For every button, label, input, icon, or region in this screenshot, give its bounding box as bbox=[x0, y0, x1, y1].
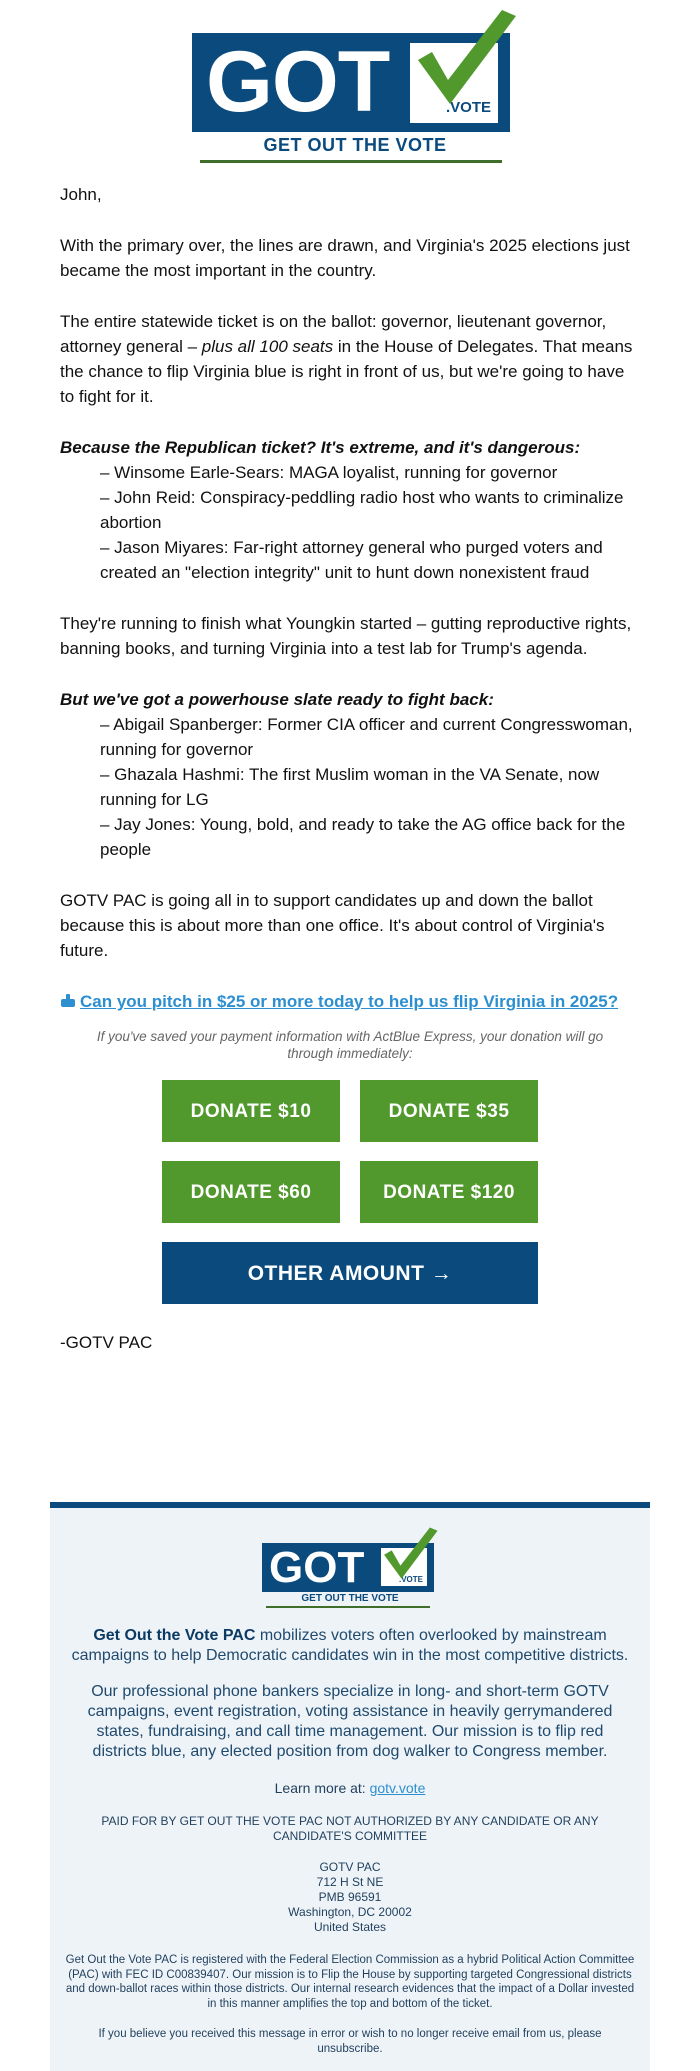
paragraph-ticket-emphasis: plus all 100 seats bbox=[201, 337, 334, 356]
learn-more-label: Learn more at: bbox=[274, 1780, 370, 1796]
footer-logo[interactable] bbox=[260, 1530, 440, 1608]
donate-120-button[interactable]: DONATE $120 bbox=[360, 1161, 538, 1223]
donate-row-2 bbox=[60, 1161, 640, 1223]
list-item: – Jay Jones: Young, bold, and ready to take the AG office back for the people bbox=[100, 815, 626, 859]
mailing-address bbox=[50, 1860, 650, 1935]
email-body bbox=[60, 182, 640, 1381]
logo-vote-suffix: .VOTE bbox=[446, 99, 492, 116]
address-line: United States bbox=[313, 1920, 387, 1934]
hand-icon bbox=[60, 993, 76, 1008]
address-line: PMB 96591 bbox=[318, 1890, 382, 1904]
donate-10-button[interactable]: DONATE $10 bbox=[162, 1080, 340, 1142]
democratic-list bbox=[60, 712, 640, 862]
footer-intro-text: mobilizes voters often overlooked by mainstream campaigns to help Democratic candidates win in the most competitive districts. bbox=[71, 1627, 629, 1664]
donate-cta-text: Can you pitch in $25 or more today to help us flip Virginia in 2025? bbox=[80, 992, 619, 1011]
donate-35-button[interactable]: DONATE $35 bbox=[360, 1080, 538, 1142]
footer-services: Our professional phone bankers specialize in long- and short-term GOTV campaigns, event registration, voting assistance in heavily gerrymandered states, fundraising, and call time management. Our mission is to flip red districts blue, any elected position from dog walker to Congress member. bbox=[87, 1683, 613, 1760]
footer-logo-underline bbox=[266, 1606, 430, 1608]
list-item: – Ghazala Hashmi: The first Muslim woman in the VA Senate, now running for LG bbox=[100, 765, 600, 809]
actblue-note: If you've saved your payment information with ActBlue Express, your donation will go through immediately: bbox=[96, 1029, 604, 1061]
footer-learn-more bbox=[50, 1780, 650, 1796]
fec-disclosure: Get Out the Vote PAC is registered with the Federal Election Commission as a hybrid Political Action Committee (PAC) with FEC ID C00839407. Our mission is to Flip the House by supporting targeted Congressional districts and down-ballot races within those districts. Our internal research evidences that the impact of a Dollar invested in this manner amplifies the top and bottom of the ticket. bbox=[65, 1954, 635, 2010]
email-footer bbox=[50, 1502, 650, 2071]
gotv-logo[interactable] bbox=[190, 8, 520, 158]
checkmark-icon bbox=[374, 1522, 440, 1582]
footer-intro bbox=[70, 1626, 630, 1666]
logo-wordmark: GOT bbox=[206, 34, 390, 130]
list-item: – John Reid: Conspiracy-peddling radio host who wants to criminalize abortion bbox=[100, 488, 624, 532]
paragraph-ticket-end: in the House of Delegates. That means the chance to flip Virginia blue is right in front of us, but we're going to have to fight for it. bbox=[60, 337, 633, 406]
paragraph-ticket bbox=[60, 309, 640, 409]
unsubscribe-notice[interactable]: If you believe you received this message in error or wish to no longer receive email from us, please unsubscribe. bbox=[98, 2028, 602, 2055]
paragraph-youngkin: They're running to finish what Youngkin started – gutting reproductive rights, banning books, and turning Virginia into a test lab for Trump's agenda. bbox=[60, 614, 632, 658]
paid-for-disclaimer: PAID FOR BY GET OUT THE VOTE PAC NOT AUTHORIZED BY ANY CANDIDATE OR ANY CANDIDATE'S COMMITTEE bbox=[101, 1814, 599, 1843]
paragraph-ticket-start: The entire statewide ticket is on the ballot: governor, lieutenant governor, attorney general – bbox=[60, 312, 607, 356]
logo-underline bbox=[200, 160, 502, 163]
republican-list bbox=[60, 460, 640, 585]
footer-logo-vote-suffix: .VOTE bbox=[399, 1575, 424, 1584]
paragraph-gotv: GOTV PAC is going all in to support candidates up and down the ballot because this is about more than one office. It's about control of Virginia's future. bbox=[60, 891, 605, 960]
address-line: GOTV PAC bbox=[319, 1860, 381, 1874]
democratic-heading: But we've got a powerhouse slate ready to fight back: bbox=[60, 690, 494, 709]
footer-logo-tagline: GET OUT THE VOTE bbox=[301, 1593, 399, 1604]
logo-tagline: GET OUT THE VOTE bbox=[263, 135, 447, 155]
donate-cta-link[interactable] bbox=[60, 989, 640, 1014]
other-amount-button[interactable]: OTHER AMOUNT → bbox=[162, 1242, 538, 1304]
greeting: John, bbox=[60, 185, 102, 204]
gotv-website-link[interactable]: gotv.vote bbox=[369, 1780, 426, 1796]
republican-heading: Because the Republican ticket? It's extreme, and it's dangerous: bbox=[60, 438, 581, 457]
list-item: – Abigail Spanberger: Former CIA officer and current Congresswoman, running for governor bbox=[100, 715, 633, 759]
footer-org-name: Get Out the Vote PAC bbox=[93, 1627, 256, 1644]
paragraph-primary: With the primary over, the lines are drawn, and Virginia's 2025 elections just became the most important in the country. bbox=[60, 236, 630, 280]
list-item: – Jason Miyares: Far-right attorney general who purged voters and created an "election integrity" unit to hunt down nonexistent fraud bbox=[100, 538, 603, 582]
address-line: Washington, DC 20002 bbox=[288, 1905, 412, 1919]
donate-60-button[interactable]: DONATE $60 bbox=[162, 1161, 340, 1223]
donate-row-1 bbox=[60, 1080, 640, 1142]
signoff: -GOTV PAC bbox=[60, 1333, 153, 1352]
checkmark-icon bbox=[400, 0, 520, 110]
footer-logo-wordmark: GOT bbox=[269, 1543, 365, 1592]
address-line: 712 H St NE bbox=[316, 1875, 384, 1889]
list-item: – Winsome Earle-Sears: MAGA loyalist, running for governor bbox=[100, 463, 558, 482]
